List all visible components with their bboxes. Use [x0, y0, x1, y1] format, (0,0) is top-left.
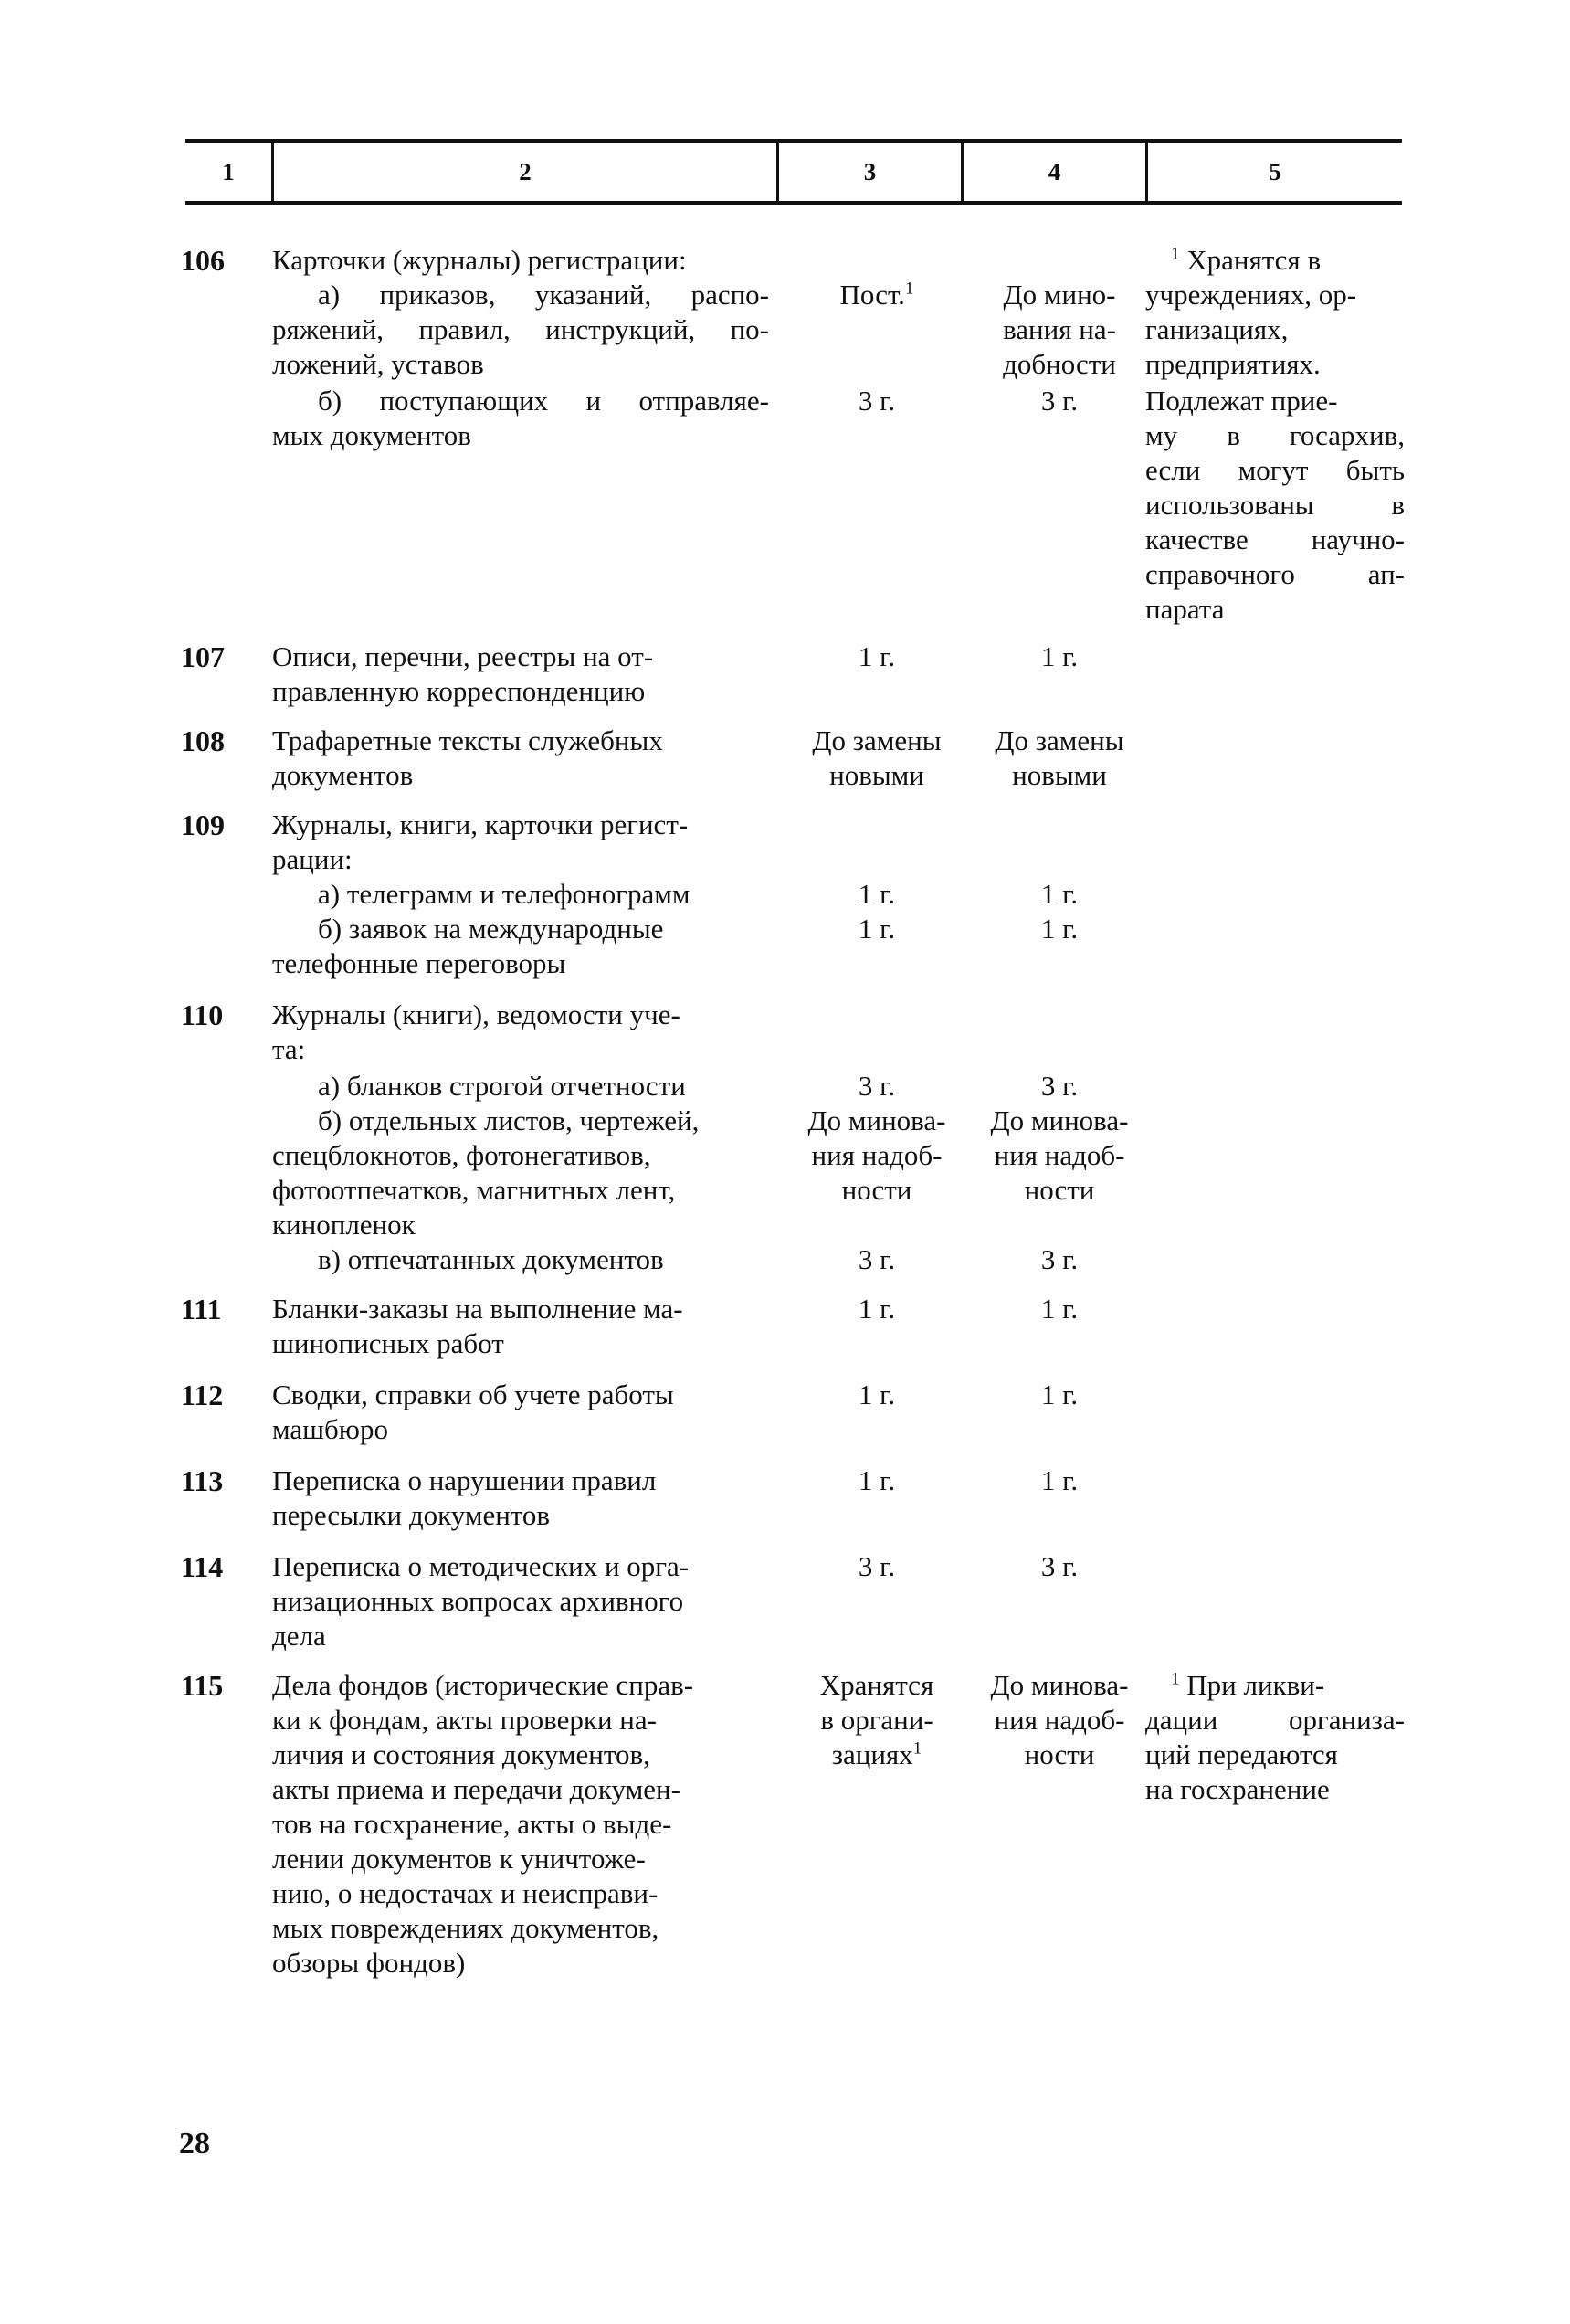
- retention-cell: ности: [1024, 1738, 1095, 1770]
- header-col-1: 1: [185, 143, 274, 201]
- row-text: машбюро: [272, 1413, 388, 1445]
- row-text: Бланки-заказы на выполнение ма-: [272, 1293, 683, 1325]
- row-text: ложений, уставов: [272, 348, 484, 380]
- retention-cell: новыми: [829, 759, 924, 791]
- row-text: б) заявок на международные: [318, 913, 664, 945]
- retention-cell: 3 г.: [858, 1243, 896, 1275]
- row-text: тов на госхранение, акты о выде-: [272, 1808, 672, 1840]
- retention-cell: Хранятся: [819, 1669, 934, 1701]
- row-text: в) отпечатанных документов: [318, 1243, 664, 1275]
- row-text: лении документов к уничтоже-: [272, 1843, 646, 1875]
- row-text: Переписка о нарушении правил: [272, 1464, 657, 1496]
- row-number: 108: [181, 724, 225, 757]
- retention-cell: До мино-: [1003, 279, 1116, 311]
- row-text: мых повреждениях документов,: [272, 1912, 659, 1944]
- note-cell: му в госархив,: [1145, 419, 1405, 451]
- row-text: Дела фондов (исторические справ-: [272, 1669, 694, 1701]
- retention-cell: До замены: [812, 724, 942, 756]
- footnote-mark: 1: [912, 1738, 922, 1759]
- retention-cell: 1 г.: [1040, 640, 1079, 672]
- row-text: ряжений, правил, инструкций, по-: [272, 313, 769, 345]
- row-text: спецблокнотов, фотонегативов,: [272, 1139, 651, 1171]
- retention-cell: 1 г.: [858, 1379, 896, 1410]
- retention-cell: 3 г.: [1040, 1550, 1079, 1582]
- retention-cell: ности: [841, 1174, 912, 1206]
- retention-cell: До замены: [995, 724, 1124, 756]
- row-text: Описи, перечни, реестры на от-: [272, 640, 654, 672]
- header-col-5: 5: [1269, 157, 1281, 185]
- note-cell: учреждениях, ор-: [1145, 279, 1357, 311]
- row-text: ки к фондам, акты проверки на-: [272, 1704, 657, 1736]
- row-number: 115: [181, 1669, 224, 1702]
- note-cell: $^1$ При ликви-: [1171, 1669, 1325, 1701]
- row-number: 111: [181, 1293, 222, 1326]
- page-number: 28: [179, 2127, 210, 2160]
- row-text: рации:: [272, 843, 353, 875]
- note-cell: Подлежат прие-: [1145, 385, 1338, 417]
- row-number: 107: [181, 640, 225, 673]
- note-cell: если могут быть: [1145, 454, 1405, 486]
- retention-cell: 1 г.: [1040, 913, 1079, 945]
- row-text: мых документов: [272, 419, 471, 451]
- row-number: 112: [181, 1379, 224, 1411]
- footnote-mark: 1: [1171, 244, 1180, 264]
- retention-cell: 3 г.: [1040, 1243, 1079, 1275]
- row-text: а) бланков строгой отчетности: [318, 1070, 686, 1102]
- row-number: 113: [181, 1464, 224, 1497]
- retention-cell: 3 г.: [1040, 1070, 1079, 1102]
- retention-cell: 1 г.: [1040, 1379, 1079, 1410]
- retention-cell: Пост.$^1$: [839, 279, 914, 311]
- note-cell: справочного ап-: [1145, 558, 1405, 590]
- note-cell: ций передаются: [1145, 1738, 1338, 1770]
- note-cell: предприятиях.: [1145, 348, 1321, 380]
- footnote-mark: 1: [1171, 1669, 1180, 1689]
- retention-cell: 3 г.: [858, 1550, 896, 1582]
- row-text: Сводки, справки об учете работы: [272, 1379, 674, 1410]
- row-text: шинописных работ: [272, 1327, 504, 1359]
- note-cell: парата: [1145, 593, 1225, 625]
- retention-cell: 1 г.: [858, 1464, 896, 1496]
- row-number: 106: [181, 244, 225, 277]
- header-col-4: 4: [964, 143, 1148, 201]
- row-text: личия и состояния документов,: [272, 1738, 650, 1770]
- row-text: дела: [272, 1620, 326, 1652]
- retention-cell: 1 г.: [1040, 878, 1079, 910]
- retention-cell: в органи-: [820, 1704, 933, 1736]
- row-text: документов: [272, 759, 414, 791]
- row-text: телефонные переговоры: [272, 947, 566, 979]
- retention-cell: До минова-: [990, 1104, 1129, 1136]
- retention-cell: 3 г.: [858, 385, 896, 417]
- footnote-mark: 1: [904, 279, 914, 299]
- row-number: 114: [181, 1550, 224, 1583]
- row-text: акты приема и передачи докумен-: [272, 1773, 680, 1805]
- row-text: кинопленок: [272, 1209, 416, 1241]
- header-col-2: 2: [274, 143, 779, 201]
- retention-cell: добности: [1003, 348, 1116, 380]
- retention-cell: ния надоб-: [994, 1704, 1125, 1736]
- retention-cell: 1 г.: [1040, 1464, 1079, 1496]
- row-number: 110: [181, 998, 224, 1031]
- note-cell: ганизациях,: [1145, 313, 1289, 345]
- header-col-3: 3: [779, 143, 964, 201]
- retention-cell: новыми: [1012, 759, 1107, 791]
- row-text: пересылки документов: [272, 1499, 551, 1531]
- retention-cell: ния надоб-: [994, 1139, 1125, 1171]
- table-header: [185, 139, 1402, 205]
- note-cell: использованы в: [1145, 489, 1405, 521]
- retention-cell: 1 г.: [1040, 1293, 1079, 1325]
- row-text: Трафаретные тексты служебных: [272, 724, 663, 756]
- row-text: а) приказов, указаний, распо-: [318, 279, 769, 311]
- row-text: Журналы (книги), ведомости уче-: [272, 998, 680, 1030]
- retention-cell: 1 г.: [858, 913, 896, 945]
- row-text: б) поступающих и отправляе-: [318, 385, 769, 417]
- note-cell: на госхранение: [1145, 1773, 1330, 1805]
- retention-cell: зациях$^1$: [831, 1738, 922, 1770]
- note-cell: качестве научно-: [1145, 523, 1405, 555]
- note-cell: $^1$ Хранятся в: [1171, 244, 1322, 276]
- retention-cell: 1 г.: [858, 640, 896, 672]
- row-text: а) телеграмм и телефонограмм: [318, 878, 690, 910]
- retention-cell: ния надоб-: [811, 1139, 943, 1171]
- row-text: та:: [272, 1033, 306, 1065]
- retention-cell: 3 г.: [1040, 385, 1079, 417]
- row-text: низационных вопросах архивного: [272, 1585, 684, 1617]
- retention-cell: До минова-: [807, 1104, 946, 1136]
- retention-cell: 1 г.: [858, 878, 896, 910]
- retention-cell: 3 г.: [858, 1070, 896, 1102]
- retention-cell: вания на-: [1003, 313, 1116, 345]
- row-text: б) отдельных листов, чертежей,: [318, 1104, 700, 1136]
- retention-cell: ности: [1024, 1174, 1095, 1206]
- row-text: фотоотпечатков, магнитных лент,: [272, 1174, 676, 1206]
- retention-cell: 1 г.: [858, 1293, 896, 1325]
- retention-cell: До минова-: [990, 1669, 1129, 1701]
- note-cell: дации организа-: [1145, 1704, 1405, 1736]
- row-text: нию, о недостачах и неисправи-: [272, 1877, 659, 1909]
- row-text: обзоры фондов): [272, 1947, 466, 1979]
- row-text: Переписка о методических и орга-: [272, 1550, 690, 1582]
- row-text: правленную корреспонденцию: [272, 675, 646, 707]
- row-text: Журналы, книги, карточки регист-: [272, 808, 689, 840]
- row-number: 109: [181, 808, 225, 841]
- row-title: Карточки (журналы) регистрации:: [272, 244, 687, 276]
